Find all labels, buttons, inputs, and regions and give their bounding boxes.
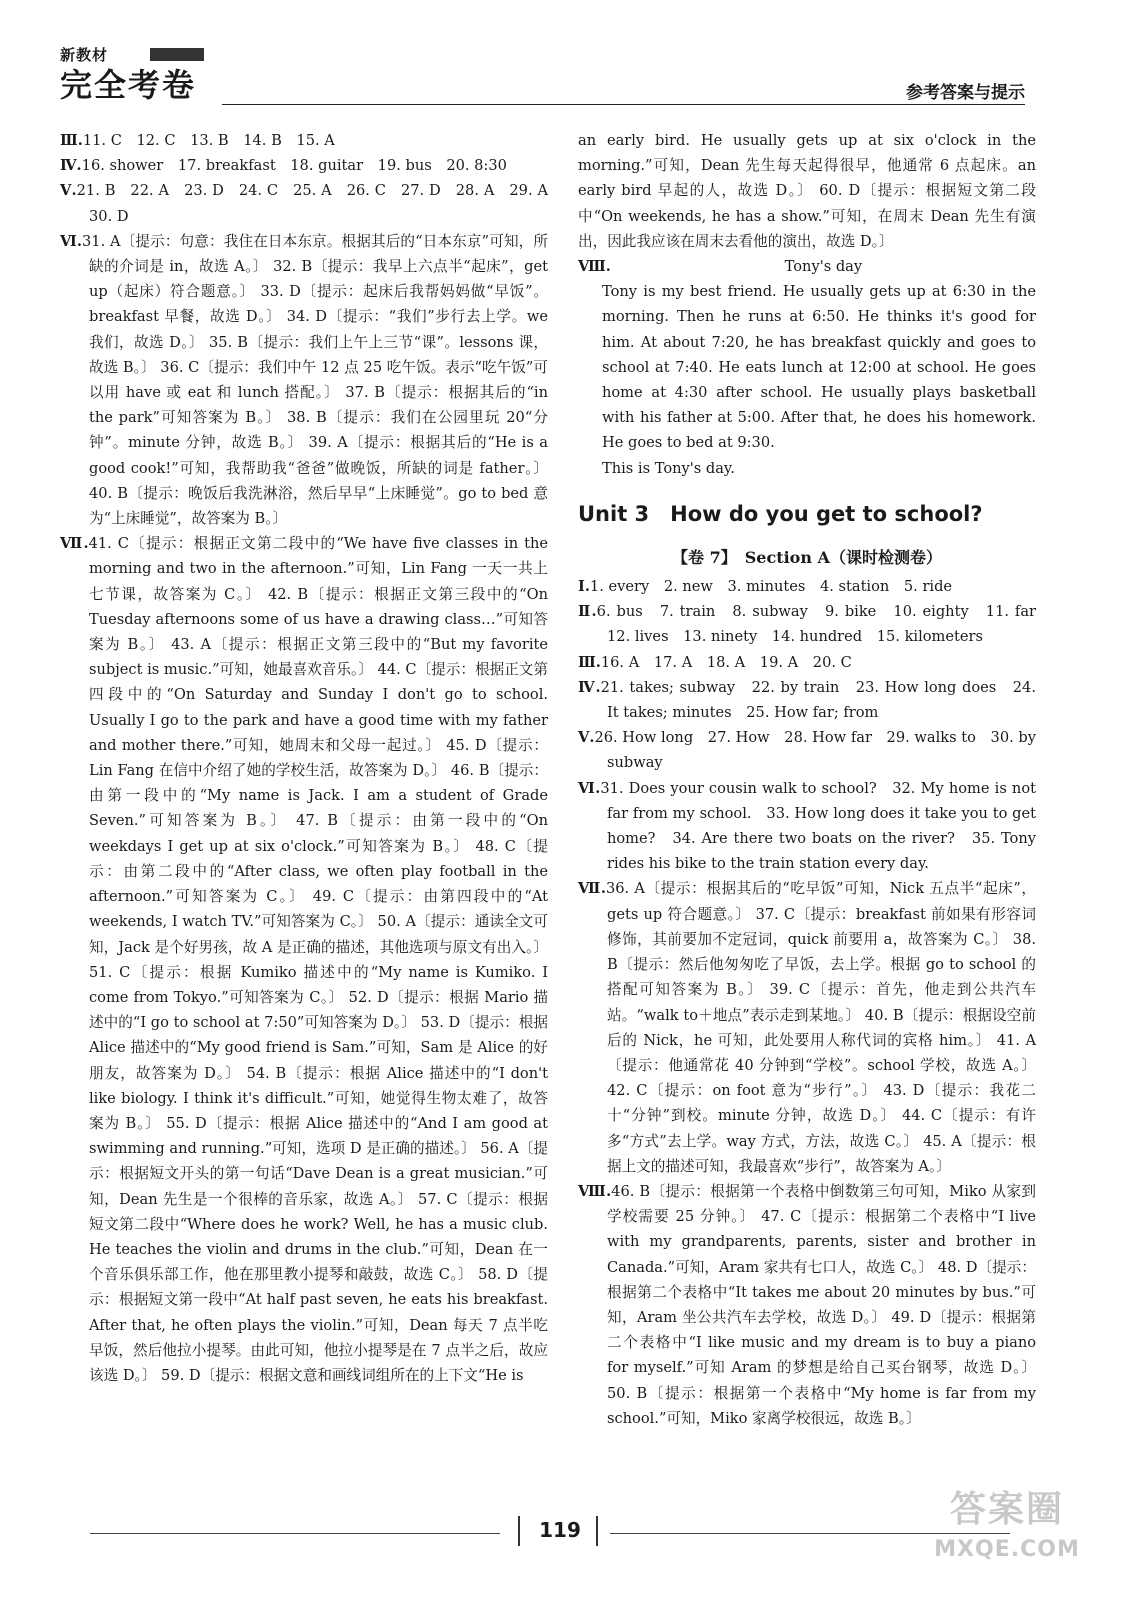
answer-section-5 xyxy=(578,725,1036,775)
answer-text: 6. bus 7. train 8. subway 9. bike 10. eighty 11. far 12. lives 13. ninety 14. hundred 15. kilometers xyxy=(596,603,1051,646)
answer-text: 26. How long 27. How 28. How far 29. walks to 30. by subway xyxy=(594,729,1037,772)
answer-section-1 xyxy=(578,574,1036,599)
section-numeral: Ⅱ. xyxy=(578,603,597,621)
answer-continuation: an early bird. He usually gets up at six o'clock in the morning.”可知，Dean 先生每天起得很早，他通常 6 点起床。an early bird 早起的人，故选 D。〕 60. D〔提示：根据短文第二段中“On weekends, he has a show.”可知，在周末 Dean 先生有演出，因此我应该在周末去看他的演出，故选 D。〕 xyxy=(578,132,1036,250)
unit-title: Unit 3 How do you get to school? xyxy=(578,501,983,526)
essay-title-text: Tony's day xyxy=(784,258,863,276)
section-title: 【卷 7】 Section A（课时检测卷） xyxy=(672,547,942,567)
answer-text: 41. C〔提示：根据正文第二段中的“We have five classes in the morning and two in the afternoon.”可知，Lin Fang 一天一共上七节课，故答案为 C。〕 42. B〔提示：根据正文第三段中的“On Tuesday afternoons some of us have a drawing class…”可知答案为 B。〕 43. A〔提示：根据正文第三段中的“But my favorite subject is music.”可知，她最喜欢音乐。〕 44. C〔提示：根据正文第四段中的“On Saturday and Sunday I don't go to school. Usually I go to the park and have a good time with my father and mother there.”可知，她周末和父母一起过。〕 45. D〔提示：Lin Fang 在信中介绍了她的学校生活，故答案为 D。〕 46. B〔提示：由第一段中的“My name is Jack. I am a student of Grade Seven.”可知答案为 B。〕 47. B〔提示：由第一段中的“On weekdays I get up at six o'clock.”可知答案为 B。〕 48. C〔提示：由第二段中的“After class, we often play football in the afternoon.”可知答案为 C。〕 49. C〔提示：由第四段中的“At weekends, I watch TV.”可知答案为 C。〕 50. A〔提示：通读全文可知，Jack 是个好男孩，故 A 是正确的描述，其他选项与原文有出入。〕 51. C〔提示：根据 Kumiko 描述中的“My name is Kumiko. I come from Tokyo.”可知答案为 C。〕 52. D〔提示：根据 Mario 描述中的“I go to school at 7:50”可知答案为 D。〕 53. D〔提示：根据 Alice 描述中的“My good friend is Sam.”可知，Sam 是 Alice 的好朋友，故答案为 D。〕 54. B〔提示：根据 Alice 描述中的“I don't like biology. I think it's difficult.”可知，她觉得生物太难了，故答案为 B。〕 55. D〔提示：根据 Alice 描述中的“And I am good at swimming and running.”可知，选项 D 是正确的描述。〕 56. A〔提示：根据短文开头的第一句话“Dave Dean is a great musician.”可知，Dean 先生是一个很棒的音乐家，故选 A。〕 57. C〔提示：根据短文第二段中“Where does he work? Well, he has a music club. He teaches the violin and drums in the club.”可知，Dean 在一个音乐俱乐部工作，他在那里教小提琴和敲鼓，故选 C。〕 58. D〔提示：根据短文第一段中“At half past seven, he eats his breakfast. After that, he often plays the violin.”可知，Dean 每天 7 点半吃早饭，然后他拉小提琴。由此可知，他拉小提琴是在 7 点半之后，故应该选 D。〕 59. D〔提示：根据文意和画线词组所在的上下文“He is xyxy=(88,535,548,1384)
answer-text: 31. Does your cousin walk to school? 32. My home is not far from my school. 33. How long does it take you to get home? 34. Are there two boats on the river? 35. Tony rides his bike to the train station every day. xyxy=(600,779,1036,873)
answer-text: 11. C 12. C 13. B 14. B 15. A xyxy=(82,132,335,149)
answer-text: 16. A 17. A 18. A 19. A 20. C xyxy=(600,653,852,671)
section-numeral: Ⅴ. xyxy=(578,729,595,747)
answer-text: 21. B 22. A 23. D 24. C 25. A 26. C 27. D 28. A 29. A 30. D xyxy=(76,182,563,225)
section-numeral: Ⅶ. xyxy=(60,535,89,553)
answer-text: 31. A〔提示：句意：我住在日本东京。根据其后的“日本东京”可知，所缺的介词是 in，故选 A。〕 32. B〔提示：我早上六点半“起床”，get up（起床）符合题意。〕 33. D〔提示：起床后我帮妈妈做“早饭”。breakfast 早餐，故选 D。〕 34. D〔提示：“我们”步行去上学。we 我们，故选 D。〕 35. B〔提示：我们上午上三节“课”。lessons 课，故选 B。〕 36. C〔提示：我们中午 12 点 25 吃午饭。表示“吃午饭”可以用 have 或 eat 和 lunch 搭配。〕 37. B〔提示：根据其后的“in the park”可知答案为 B。〕 38. B〔提示：我们在公园里玩 20“分钟”。minute 分钟，故选 B。〕 39. A〔提示：根据其后的“He is a good cook!”可知，我帮助我“爸爸”做晚饭，所缺的词是 father。〕 40. B〔提示：晚饭后我洗淋浴，然后早早“上床睡觉”。go to bed 意为“上床睡觉”，故答案为 B。〕 xyxy=(82,232,548,528)
section-numeral: Ⅲ. xyxy=(60,132,83,149)
section-numeral: Ⅰ. xyxy=(578,578,590,596)
section-numeral: Ⅴ. xyxy=(60,182,77,200)
section-numeral: Ⅲ. xyxy=(578,653,601,671)
page-header xyxy=(60,44,1025,106)
answer-section-5 xyxy=(60,178,563,228)
brand-title: 完全考卷 xyxy=(60,66,197,104)
answer-section-4 xyxy=(578,675,1036,725)
answer-section-6 xyxy=(60,229,548,531)
page-footer xyxy=(90,1510,1010,1550)
right-column xyxy=(578,128,1051,1431)
watermark-url: MXQE.COM xyxy=(934,1537,1080,1562)
answer-text: 16. shower 17. breakfast 18. guitar 19. bus 20. 8:30 xyxy=(81,157,507,175)
footer-rule-left xyxy=(90,1533,500,1534)
answer-section-7 xyxy=(578,876,1036,1178)
answer-text: 36. A〔提示：根据其后的“吃早饭”可知，Nick 五点半“起床”，gets up 符合题意。〕 37. C〔提示：breakfast 前如果有形容词修饰，其前要加不定冠词，quick 前要用 a，故答案为 C。〕 38. B〔提示：然后他匆匆吃了早饭，去上学。根据 go to school 的搭配可知答案为 B。〕 39. C〔提示：首先，他走到公共汽车站。“walk to＋地点”表示走到某地。〕 40. B〔提示：根据设空前后的 Nick，he 可知，此处要用人称代词的宾格 him。〕 41. A〔提示：他通常花 40 分钟到“学校”。school 学校，故选 A。〕 42. C〔提示：on foot 意为“步行”。〕 43. D〔提示：我花二十“分钟”到校。minute 分钟，故选 D。〕 44. C〔提示：有许多“方式”去上学。way 方式，方法，故选 C。〕 45. A〔提示：根据上文的描述可知，我最喜欢“步行”，故答案为 A。〕 xyxy=(605,880,1036,1175)
answer-section-2 xyxy=(578,599,1051,649)
section-numeral: Ⅷ. xyxy=(578,1182,612,1200)
section-numeral: Ⅳ. xyxy=(578,678,601,696)
essay-paragraph: Tony is my best friend. He usually gets up at 6:30 in the morning. Then he runs at 6:50. He thinks it's good for him. At about 7:20, he has breakfast quickly and goes to school at 7:40. He eats lunch at 12:00 at school. He goes home at 4:30 after school. He usually plays basketball with his father at 5:00. After that, he does his homework. He goes to bed at 9:30. xyxy=(602,283,1036,452)
section-numeral: Ⅵ. xyxy=(60,232,82,250)
section-numeral: Ⅵ. xyxy=(578,779,601,797)
section-numeral: Ⅷ. xyxy=(578,258,611,276)
essay-closing: This is Tony's day. xyxy=(602,459,735,477)
section-numeral: Ⅳ. xyxy=(60,157,82,175)
footer-divider-left xyxy=(518,1516,520,1546)
footer-divider-right xyxy=(596,1516,598,1546)
brand-subtitle: 新教材 xyxy=(60,46,109,64)
essay-title xyxy=(578,254,1036,279)
answer-section-7 xyxy=(60,531,548,1388)
answer-text: 1. every 2. new 3. minutes 4. station 5. ride xyxy=(589,578,953,596)
answer-section-3 xyxy=(578,650,1036,675)
section-numeral: Ⅶ. xyxy=(578,880,606,898)
answer-section-6 xyxy=(578,776,1036,877)
answer-section-8 xyxy=(578,1179,1036,1431)
header-rule xyxy=(222,104,1025,105)
page-number: 119 xyxy=(539,1518,581,1542)
watermark-logo xyxy=(932,1485,1082,1585)
answer-section-3 xyxy=(60,128,548,153)
header-section-title: 参考答案与提示 xyxy=(906,83,1025,103)
left-column xyxy=(60,128,563,1388)
answer-text: 46. B〔提示：根据第一个表格中倒数第三句可知，Miko 从家到学校需要 25 分钟。〕 47. C〔提示：根据第二个表格中“I live with my grandparents, parents, sister and brother in Canada.”可知，Aram 家共有七口人，故选 C。〕 48. D〔提示：根据第二个表格中“It takes me about 20 minutes by bus.”可知，Aram 坐公共汽车去学校，故选 D。〕 49. D〔提示：根据第二个表格中“I like music and my dream is to buy a piano for myself.”可知 Aram 的梦想是给自己买台钢琴，故选 D。〕 50. B〔提示：根据第一个表格中“My home is far from my school.”可知，Miko 家离学校很远，故选 B。〕 xyxy=(607,1182,1037,1427)
watermark-title: 答案圈 xyxy=(949,1489,1064,1530)
answer-text: 21. takes; subway 22. by train 23. How long does 24. It takes; minutes 25. How far; from xyxy=(600,678,1036,722)
answer-section-4 xyxy=(60,153,548,178)
